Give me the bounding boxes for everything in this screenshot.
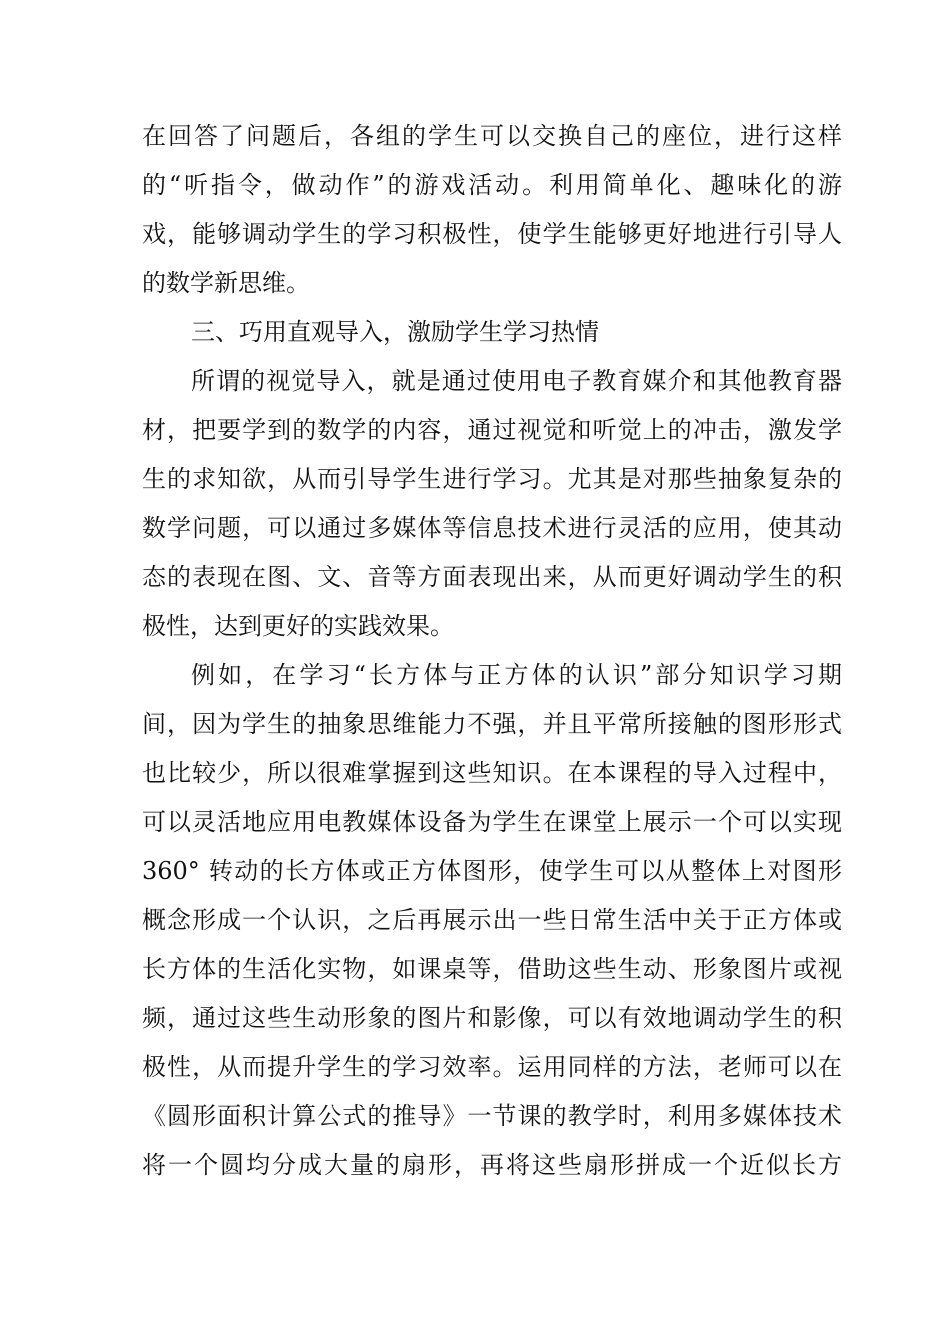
text-line: 所谓的视觉导入，就是通过使用电子教育媒介和其他教育器 xyxy=(191,367,842,395)
text-line: 间，因为学生的抽象思维能力不强，并且平常所接触的图形形式 xyxy=(142,710,842,738)
text-line: 360° 转动的长方体或正方体图形，使学生可以从整体上对图形 xyxy=(142,857,842,885)
text-line: 极性，达到更好的实践效果。 xyxy=(142,612,454,640)
text-line: 《圆形面积计算公式的推导》一节课的教学时，利用多媒体技术 xyxy=(142,1102,842,1130)
text-line: 材，把要学到的数学的内容，通过视觉和听觉上的冲击，激发学 xyxy=(142,416,842,444)
text-line: 的数学新思维。 xyxy=(142,269,310,297)
text-line: 的“听指令，做动作”的游戏活动。利用简单化、趣味化的游 xyxy=(142,171,842,199)
text-line: 态的表现在图、文、音等方面表现出来，从而更好调动学生的积 xyxy=(142,563,842,591)
text-line: 极性，从而提升学生的学习效率。运用同样的方法，老师可以在 xyxy=(142,1053,842,1081)
text-line: 也比较少，所以很难掌握到这些知识。在本课程的导入过程中， xyxy=(142,759,842,787)
text-line: 例如，在学习“长方体与正方体的认识”部分知识学习期 xyxy=(191,661,842,689)
text-line: 戏，能够调动学生的学习积极性，使学生能够更好地进行引导人 xyxy=(142,220,842,248)
body-text xyxy=(142,112,842,1190)
text-line: 在回答了问题后，各组的学生可以交换自己的座位，进行这样 xyxy=(142,122,842,150)
text-line: 数学问题，可以通过多媒体等信息技术进行灵活的应用，使其动 xyxy=(142,514,842,542)
text-line: 将一个圆均分成大量的扇形，再将这些扇形拼成一个近似长方 xyxy=(142,1151,842,1179)
text-line: 长方体的生活化实物，如课桌等，借助这些生动、形象图片或视 xyxy=(142,955,842,983)
text-line: 概念形成一个认识，之后再展示出一些日常生活中关于正方体或 xyxy=(142,906,842,934)
text-line: 频，通过这些生动形象的图片和影像，可以有效地调动学生的积 xyxy=(142,1004,842,1032)
text-line: 三、巧用直观导入，激励学生学习热情 xyxy=(191,318,599,346)
text-line: 可以灵活地应用电教媒体设备为学生在课堂上展示一个可以实现 xyxy=(142,808,842,836)
text-line: 生的求知欲，从而引导学生进行学习。尤其是对那些抽象复杂的 xyxy=(142,465,842,493)
